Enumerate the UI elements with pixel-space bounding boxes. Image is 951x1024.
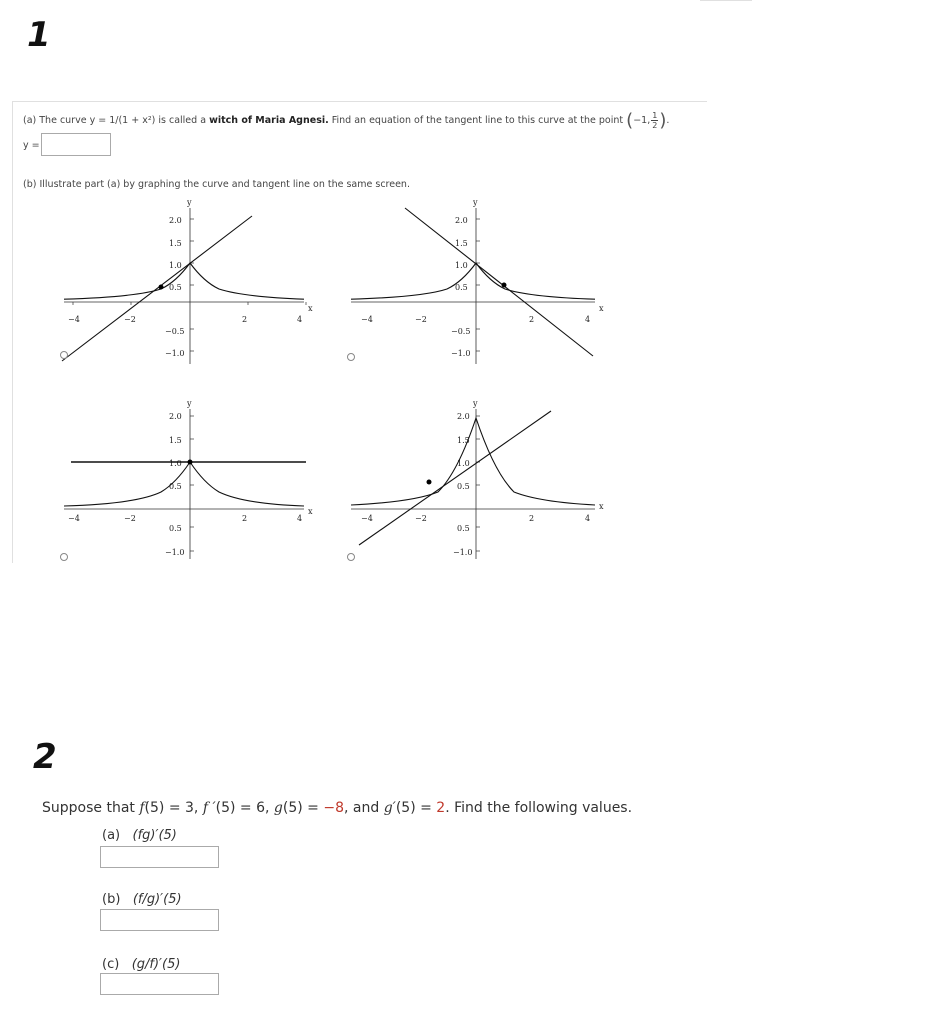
y-tick-label: −0.5 [451, 327, 471, 336]
x-tick-label: −4 [68, 315, 80, 324]
y-tick-label: 0.5 [457, 482, 470, 491]
y-tick-label: 2.0 [169, 412, 182, 421]
tangent-answer-input[interactable] [41, 133, 111, 156]
x-tick-label: 2 [529, 514, 535, 523]
g-over-f-derivative-input[interactable] [100, 973, 219, 995]
x-tick-label: −4 [361, 514, 373, 523]
x-tick-label: −2 [415, 514, 427, 523]
x-axis-label: x [599, 502, 604, 511]
x-tick-label: −2 [415, 315, 427, 324]
graph-2 [343, 196, 608, 366]
y-tick-label: 0.5 [455, 283, 468, 292]
graph-3 [56, 397, 316, 562]
answer-label: y = [23, 140, 40, 151]
y-tick-label: 2.0 [169, 216, 182, 225]
q1-part-a-text: (a) The curve y = 1/(1 + x²) is called a witch of Maria Agnesi. Find an equation of the tangent line to this curve at the point (−1, $\frac{1}{2}$ ). [23, 110, 670, 131]
point-paren-close: ) [659, 110, 667, 131]
y-axis-label: y [187, 198, 192, 207]
x-tick-label: 4 [297, 315, 303, 324]
curve-equation: y = 1/(1 + x²) [89, 115, 156, 126]
x-tick-label: −4 [361, 315, 373, 324]
x-tick-label: −2 [124, 514, 136, 523]
y-tick-label: −1.0 [165, 548, 185, 557]
tangent-point [502, 283, 507, 288]
y-tick-label: 1.5 [457, 436, 470, 445]
witch-curve [351, 418, 595, 505]
q2-part-b-label: (b) (f/g)′(5) [102, 892, 182, 907]
fg-derivative-input[interactable] [100, 846, 219, 868]
q1-left-border [12, 101, 13, 563]
x-axis-label: x [308, 507, 313, 516]
y-tick-label: −0.5 [165, 327, 185, 336]
y-tick-label: 0.5 [169, 283, 182, 292]
point-fraction: $\frac{1}{2}$ [652, 111, 658, 130]
point-paren-open: ( [626, 110, 634, 131]
witch-curve [64, 462, 304, 506]
y-axis-label: y [473, 198, 478, 207]
q1-top-border [12, 101, 707, 102]
y-axis-label: y [187, 399, 192, 408]
x-tick-label: 4 [585, 514, 591, 523]
gprime-value: 2 [436, 800, 446, 816]
f-over-g-derivative-input[interactable] [100, 909, 219, 931]
y-tick-label: 1.5 [169, 436, 182, 445]
g-value: −8 [323, 800, 344, 816]
y-tick-label: −1.0 [451, 349, 471, 358]
x-tick-label: 2 [529, 315, 535, 324]
tangent-line [62, 216, 252, 361]
y-tick-label: 1.0 [455, 261, 468, 270]
witch-bold: witch of Maria Agnesi. [209, 115, 329, 126]
q2-prompt: Suppose that f(5) = 3, f ′(5) = 6, g(5) = −8, and g′(5) = 2. Find the following values. [42, 800, 633, 816]
question-number-2: 2 [33, 737, 57, 777]
witch-curve [351, 263, 595, 299]
q2-part-a-label: (a) (fg)′(5) [102, 828, 177, 843]
y-tick-label: 0.5 [169, 524, 182, 533]
tangent-point [159, 285, 164, 290]
graph-1-radio[interactable] [60, 351, 68, 359]
top-divider [700, 0, 752, 1]
q2-part-c-label: (c) (g/f)′(5) [102, 957, 181, 972]
y-tick-label: 0.5 [457, 524, 470, 533]
x-axis-label: x [599, 304, 604, 313]
y-tick-label: 2.0 [455, 216, 468, 225]
x-tick-label: 2 [242, 315, 248, 324]
y-tick-label: 0.5 [169, 482, 182, 491]
y-tick-label: 1.0 [457, 459, 470, 468]
graph-4-radio[interactable] [347, 553, 355, 561]
graph-2-radio[interactable] [347, 353, 355, 361]
y-axis-label: y [473, 399, 478, 408]
x-axis-label: x [308, 304, 313, 313]
graph-1 [56, 196, 316, 366]
question-number-1: 1 [27, 15, 51, 55]
tangent-line [405, 208, 593, 356]
tangent-point [427, 480, 432, 485]
tangent-point [188, 460, 193, 465]
q1-part-b-text: (b) Illustrate part (a) by graphing the curve and tangent line on the same screen. [23, 179, 410, 190]
y-tick-label: 1.0 [169, 261, 182, 270]
x-tick-label: −2 [124, 315, 136, 324]
x-tick-label: 4 [297, 514, 303, 523]
y-tick-label: −1.0 [453, 548, 473, 557]
y-tick-label: −1.0 [165, 349, 185, 358]
y-tick-label: 1.0 [169, 459, 182, 468]
y-tick-label: 1.5 [455, 239, 468, 248]
graph-3-radio[interactable] [60, 553, 68, 561]
x-tick-label: 2 [242, 514, 248, 523]
x-tick-label: 4 [585, 315, 591, 324]
tangent-line [359, 411, 551, 545]
x-tick-label: −4 [68, 514, 80, 523]
graph-4 [343, 397, 608, 562]
y-tick-label: 1.5 [169, 239, 182, 248]
y-tick-label: 2.0 [457, 412, 470, 421]
